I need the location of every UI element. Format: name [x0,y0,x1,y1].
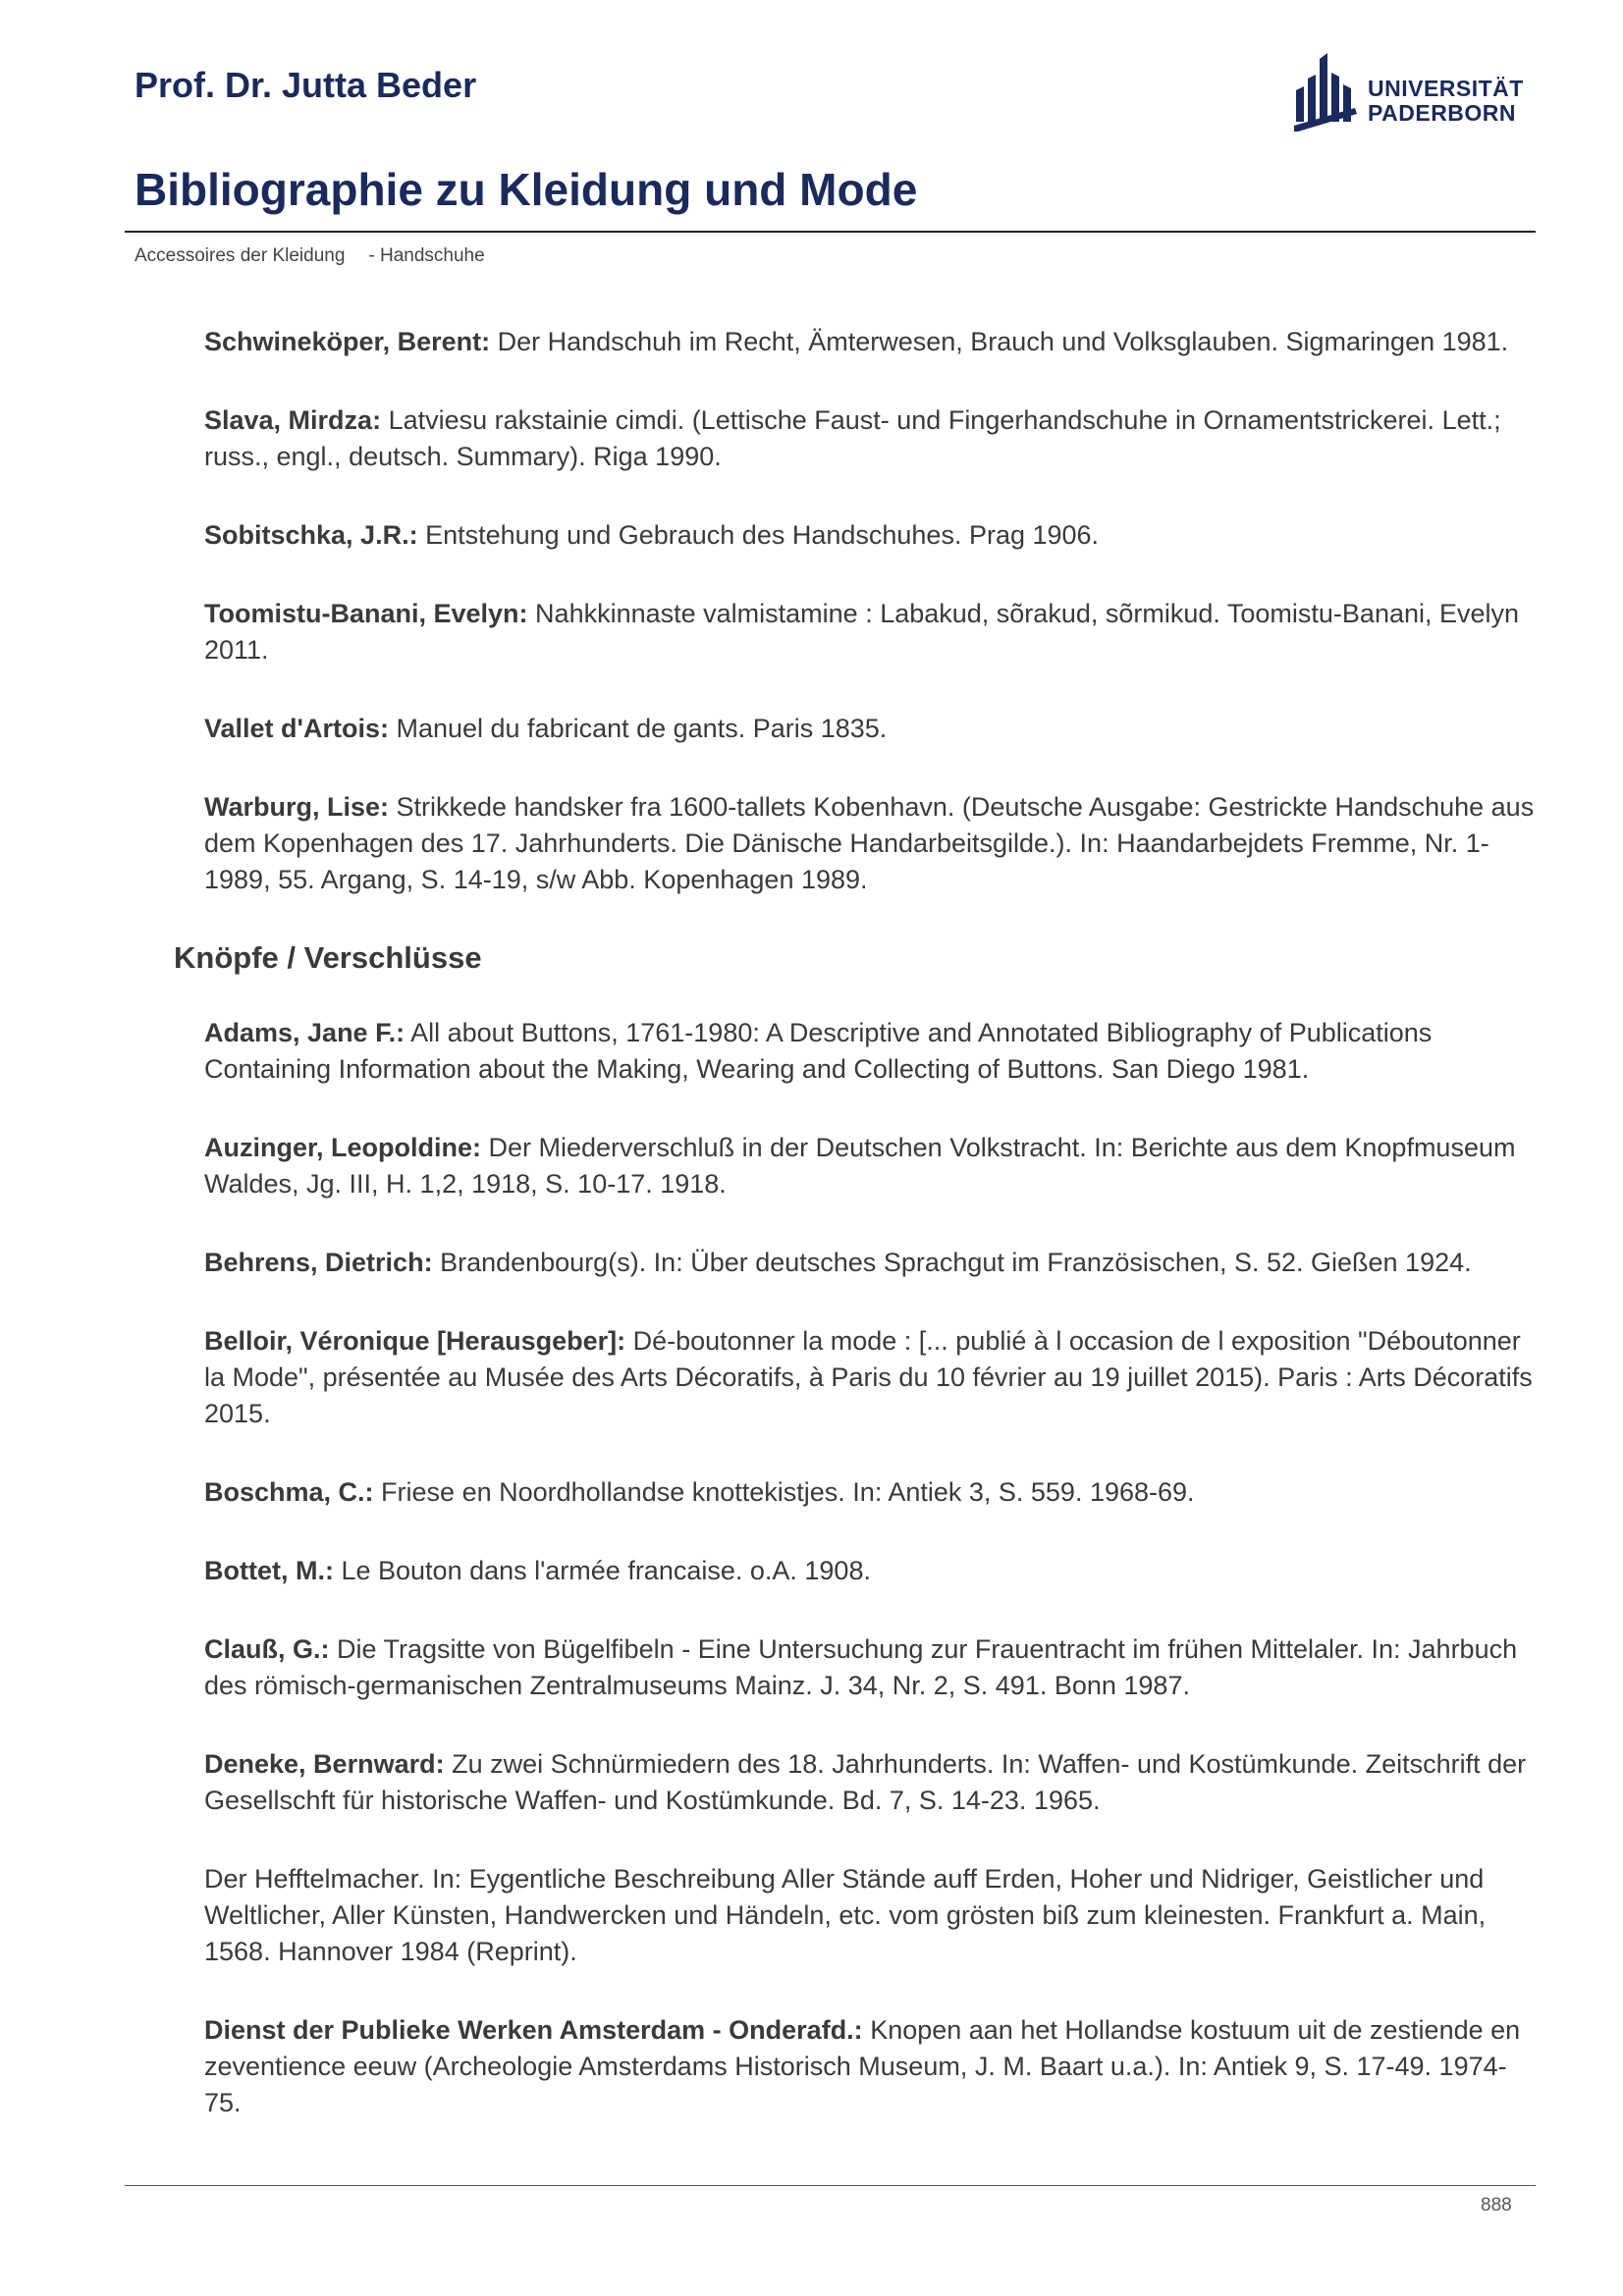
bibliography-entry [204,1861,1535,1970]
header-divider [125,231,1536,233]
entry-author: Vallet d'Artois: [204,714,389,743]
entry-text: Strikkede handsker fra 1600-tallets Kobenhavn. (Deutsche Ausgabe: Gestrickte Handschuhe aus dem Kopenhagen des 17. Jahrhunderts. Die Dänische Handarbeitsgilde.). In: Haandarbejdets Fremme, Nr. 1-1989, 55. Argang, S. 14-19, s/w Abb. Kopenhagen 1989. [204,792,1535,894]
entry-text: Knopen aan het Hollandse kostuum uit de zestiende en zeventience eeuw (Archeologie Amsterdams Historisch Museum, J. M. Baart u.a.). In: Antiek 9, S. 17-49. 1974-75. [204,2015,1521,2117]
bibliography-entry [204,324,1535,360]
breadcrumb [135,245,485,267]
entry-author: Boschma, C.: [204,1477,374,1507]
entry-author: Bottet, M.: [204,1556,334,1585]
page-number: 888 [1481,2195,1512,2216]
entry-author: Warburg, Lise: [204,792,390,822]
bibliography-entry [204,711,1535,747]
bibliography-entry [204,1746,1535,1819]
entry-text: Entstehung und Gebrauch des Handschuhes. Prag 1906. [417,520,1100,550]
bibliography-entry [204,517,1535,554]
entry-text: Manuel du fabricant de gants. Paris 1835. [388,714,888,743]
bibliography-entry [204,1015,1535,1088]
entry-author: Auzinger, Leopoldine: [204,1133,481,1162]
entry-author: Belloir, Véronique [Herausgeber]: [204,1326,626,1356]
footer-divider [125,2185,1536,2186]
bibliography-entry [204,2012,1535,2121]
university-logo [1294,51,1530,132]
bibliography-entry [204,789,1535,898]
entry-text: Dé-boutonner la mode : [... publié à l occasion de l exposition "Déboutonner la Mode", présentée au Musée des Arts Décoratifs, à Paris du 10 février au 19 juillet 2015). Paris : Arts Décoratifs 2015. [204,1326,1533,1428]
entry-text: Brandenbourg(s). In: Über deutsches Sprachgut im Französischen, S. 52. Gießen 1924. [432,1248,1472,1277]
logo-line-2: PADERBORN [1368,100,1517,126]
entry-text: Der Handschuh im Recht, Ämterwesen, Brauch und Volksglauben. Sigmaringen 1981. [490,327,1509,356]
entry-author: Sobitschka, J.R.: [204,520,418,550]
bibliography-entry [204,1323,1535,1432]
entry-author: Adams, Jane F.: [204,1018,406,1047]
entry-text: All about Buttons, 1761-1980: A Descriptive and Annotated Bibliography of Publications Containing Information about the Making, Wearing and Collecting of Buttons. San Diego 1981. [204,1018,1433,1084]
breadcrumb-part-2: - Handschuhe [368,245,485,266]
bibliography-entry [204,1474,1535,1511]
bibliography-entry [204,596,1535,668]
entry-text: Friese en Noordhollandse knottekistjes. In: Antiek 3, S. 559. 1968-69. [373,1477,1195,1507]
bibliography-entry [204,1631,1535,1704]
entry-text: Nahkkinnaste valmistamine : Labakud, sõrakud, sõrmikud. Toomistu-Banani, Evelyn 2011. [204,599,1520,665]
logo-line-1: UNIVERSITÄT [1368,76,1524,101]
university-logo-icon [1294,51,1359,132]
entry-text: Zu zwei Schnürmiedern des 18. Jahrhunderts. In: Waffen- und Kostümkunde. Zeitschrift der Gesellschft für historische Waffen- und Kostümkunde. Bd. 7, S. 14-23. 1965. [204,1749,1527,1815]
entry-author: Dienst der Publieke Werken Amsterdam - Onderafd.: [204,2015,863,2045]
entry-text: Le Bouton dans l'armée francaise. o.A. 1908. [333,1556,871,1585]
bibliography-entry [204,1553,1535,1589]
page-title: Bibliographie zu Kleidung und Mode [135,164,918,215]
entry-text: Latviesu rakstainie cimdi. (Lettische Faust- und Fingerhandschuhe in Ornamentstrickerei. Lett.; russ., engl., deutsch. Summary). Riga 1990. [204,405,1501,471]
bibliography-entries [174,324,1535,2163]
bibliography-entry [204,402,1535,475]
entry-author: Deneke, Bernward: [204,1749,445,1779]
entry-author: Toomistu-Banani, Evelyn: [204,599,528,628]
entry-text: Die Tragsitte von Bügelfibeln - Eine Untersuchung zur Frauentracht im frühen Mittelaler. In: Jahrbuch des römisch-germanischen Zentralmuseums Mainz. J. 34, Nr. 2, S. 491. Bonn 1987. [204,1634,1518,1700]
entry-author: Clauß, G.: [204,1634,330,1664]
section-heading: Knöpfe / Verschlüsse [174,940,482,975]
entry-author: Slava, Mirdza: [204,405,382,435]
author-name: Prof. Dr. Jutta Beder [135,65,477,105]
entry-author: Schwineköper, Berent: [204,327,491,356]
bibliography-entry [204,1130,1535,1202]
entry-text: Der Hefftelmacher. In: Eygentliche Beschreibung Aller Stände auff Erden, Hoher und Nidriger, Geistlicher und Weltlicher, Aller Künsten, Handwercken und Händeln, etc. vom grösten biß zum kleinesten. Frankfurt a. Main, 1568. Hannover 1984 (Reprint). [204,1864,1487,1966]
entry-text: Der Miederverschluß in der Deutschen Volkstracht. In: Berichte aus dem Knopfmuseum Waldes, Jg. III, H. 1,2, 1918, S. 10-17. 1918. [204,1133,1516,1199]
breadcrumb-part-1: Accessoires der Kleidung [135,245,346,266]
entry-author: Behrens, Dietrich: [204,1248,433,1277]
bibliography-entry [204,1245,1535,1281]
